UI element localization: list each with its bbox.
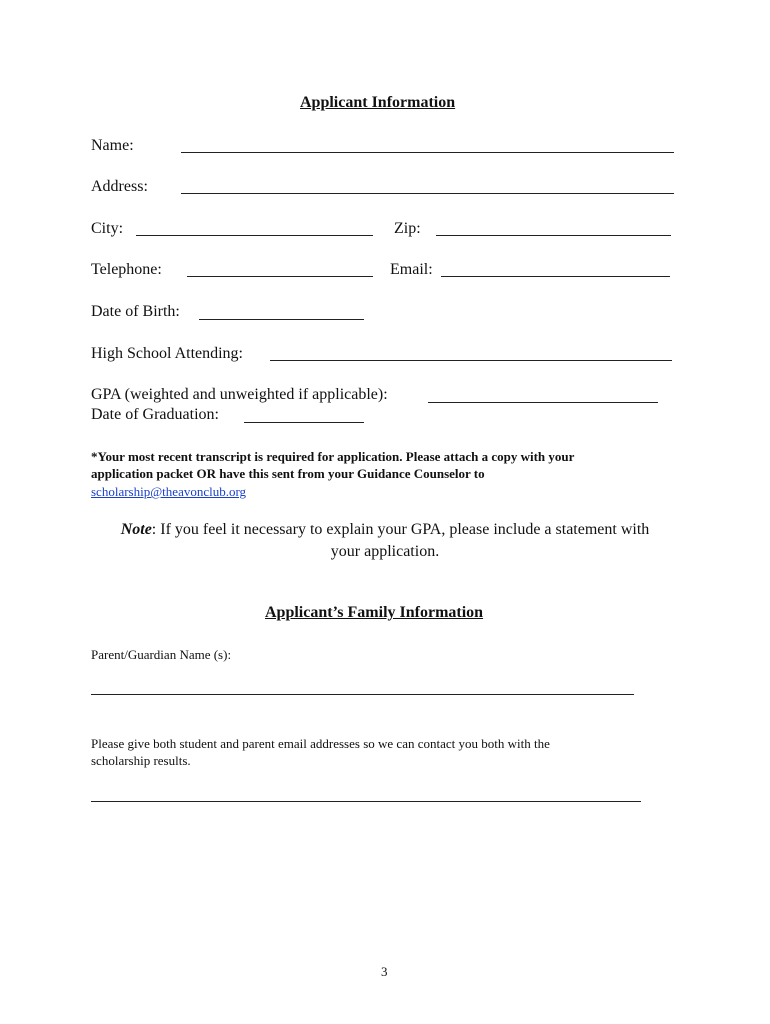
applicant-information-heading: Applicant Information <box>300 94 456 111</box>
high-school-label: High School Attending: <box>91 345 243 362</box>
transcript-notice-text: *Your most recent transcript is required for application <box>91 449 400 464</box>
gpa-field-line[interactable] <box>428 402 658 403</box>
name-label: Name: <box>91 137 134 154</box>
parent-guardian-field-line[interactable] <box>91 694 634 695</box>
city-field-line[interactable] <box>136 235 373 236</box>
email-label: Email: <box>390 261 433 278</box>
transcript-notice-line-1 <box>91 449 574 465</box>
city-label: City: <box>91 220 124 237</box>
address-field-line[interactable] <box>181 193 674 194</box>
name-field-line[interactable] <box>181 152 674 153</box>
family-information-heading: Applicant’s Family Information <box>265 604 484 621</box>
email-instruction-line-2: scholarship results. <box>91 753 191 768</box>
graduation-label: Date of Graduation: <box>91 406 219 423</box>
email-instruction-line-1: Please give both student and parent email addresses so we can contact you both with the <box>91 736 550 751</box>
date-of-birth-label: Date of Birth: <box>91 303 180 320</box>
gpa-note-line-2: your application. <box>330 543 440 560</box>
transcript-notice-text-rest: . Please attach a copy with your <box>399 449 575 464</box>
high-school-field-line[interactable] <box>270 360 672 361</box>
gpa-label: GPA (weighted and unweighted if applicable): <box>91 386 388 403</box>
zip-field-line[interactable] <box>436 235 671 236</box>
parent-guardian-label: Parent/Guardian Name (s): <box>91 647 232 662</box>
graduation-field-line[interactable] <box>244 422 364 423</box>
address-label: Address: <box>91 178 148 195</box>
telephone-field-line[interactable] <box>187 276 373 277</box>
transcript-notice-line-2: application packet OR have this sent from your Guidance Counselor to <box>91 466 485 481</box>
scholarship-email-link[interactable]: scholarship@theavonclub.org <box>91 484 247 499</box>
note-text: : If you feel it necessary to explain your GPA, please include a statement with <box>151 521 650 538</box>
zip-label: Zip: <box>394 220 421 237</box>
date-of-birth-field-line[interactable] <box>199 319 364 320</box>
email-field-line[interactable] <box>441 276 670 277</box>
email-addresses-field-line[interactable] <box>91 801 641 802</box>
gpa-note-line-1 <box>0 521 770 539</box>
note-label: Note <box>120 521 152 538</box>
page-number: 3 <box>381 964 388 979</box>
telephone-label: Telephone: <box>91 261 162 278</box>
